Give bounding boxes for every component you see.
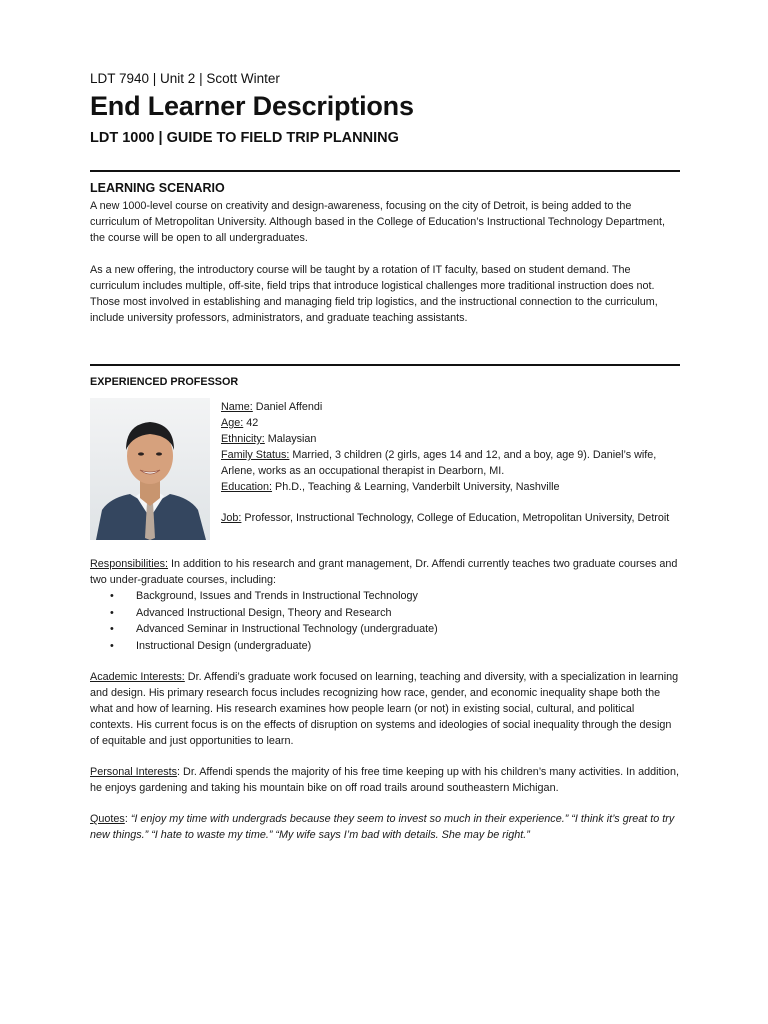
divider-top <box>90 170 680 172</box>
list-item: • Instructional Design (undergraduate) <box>110 639 312 652</box>
list-item: • Advanced Seminar in Instructional Technology (undergraduate) <box>110 623 438 636</box>
profile-photo <box>90 398 210 540</box>
page-subtitle: LDT 1000 | GUIDE TO FIELD TRIP PLANNING <box>90 130 399 146</box>
list-item: • Advanced Instructional Design, Theory and Research <box>110 606 392 619</box>
profile-details <box>221 399 680 526</box>
persona-role-heading: EXPERIENCED PROFESSOR <box>90 376 239 388</box>
scenario-paragraph-2: As a new offering, the introductory course will be taught by a rotation of IT faculty, based on student demand. The curriculum includes multiple, off-site, field trips that introduce logistical challenges more traditional instruction does not. Those most involved in establishing and managing field trip logistics, and the instructional connection to the curriculum, include university professors, administrators, and graduate teaching assistants. <box>90 264 658 324</box>
profile-family-status: Family Status: Married, 3 children (2 girls, ages 14 and 12, and a boy, age 9). Daniel’s wife, Arlene, works as an occupational therapist in Dearborn, MI. <box>221 449 657 477</box>
profile-age: Age: 42 <box>221 417 259 429</box>
course-list <box>90 588 680 654</box>
academic-interests-paragraph: Academic Interests: Dr. Affendi’s graduate work focused on learning, teaching and diversity, with a specialization in learning and design. His primary research focus includes recognizing how race, gender, and economic inequality shape both the what and how of learning. His research examines how people learn (or not) in existing social, cultural, and political contexts. His current focus is on the effects of disruption on systems and ideologies of social inequality through the design of equitable and just opportunities to learn. <box>90 671 679 747</box>
divider-middle <box>90 364 680 366</box>
portrait-image <box>90 398 210 540</box>
course-line: LDT 7940 | Unit 2 | Scott Winter <box>90 71 280 86</box>
list-item: • Background, Issues and Trends in Instructional Technology <box>110 590 418 602</box>
personal-interests-paragraph: Personal Interests: Dr. Affendi spends the majority of his free time keeping up with his children’s many activities. In addition, he enjoys gardening and taking his mountain bike on off road trails around southeastern Michigan. <box>90 766 679 794</box>
profile-education: Education: Ph.D., Teaching & Learning, Vanderbilt University, Nashville <box>221 481 560 493</box>
responsibilities-paragraph: Responsibilities: In addition to his research and grant management, Dr. Affendi currently teaches two graduate courses and two under-graduate courses, including: <box>90 558 678 586</box>
profile-job: Job: Professor, Instructional Technology, College of Education, Metropolitan University, Detroit <box>221 512 670 524</box>
profile-name: Name: Daniel Affendi <box>221 401 323 413</box>
quotes-paragraph: Quotes: “I enjoy my time with undergrads because they seem to invest so much in their experience.” “I think it’s great to try new things.” “I hate to waste my time.” “My wife says I’m bad with details. She may be right.” <box>90 813 675 841</box>
scenario-paragraph-1: A new 1000-level course on creativity and design-awareness, focusing on the city of Detroit, is being added to the curriculum of Metropolitan University. Although based in the College of Education’s Instructional Technology Department, the course will be open to all undergraduates. <box>90 200 665 244</box>
page-title: End Learner Descriptions <box>90 91 414 121</box>
scenario-heading: LEARNING SCENARIO <box>90 181 225 195</box>
profile-ethnicity: Ethnicity: Malaysian <box>221 433 317 445</box>
